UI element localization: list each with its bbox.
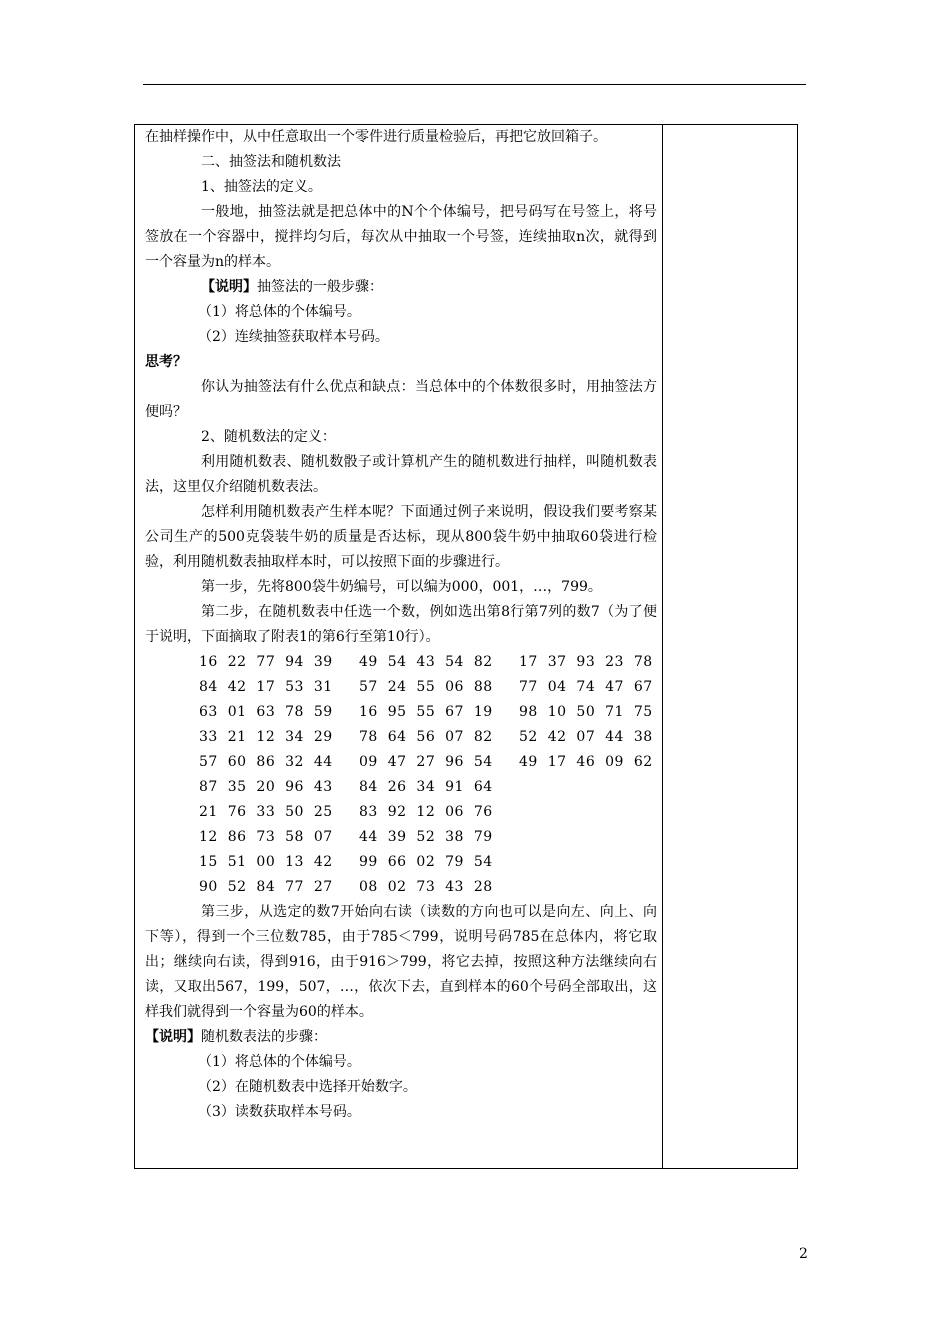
random-number-table: [145, 650, 657, 900]
random-row: [145, 750, 657, 775]
random-group: 44 39 52 38 79: [359, 829, 493, 845]
random-row: [145, 875, 657, 900]
note-random-steps: [145, 1025, 657, 1050]
random-group: 63 01 63 78 59: [199, 704, 333, 720]
random-group: 98 10 50 71 75: [519, 704, 653, 720]
random-group: 49 17 46 09 62: [519, 754, 653, 770]
main-content-cell: [145, 125, 657, 1125]
random-group: 57 24 55 06 88: [359, 679, 493, 695]
random-group: 49 54 43 54 82: [359, 654, 493, 670]
random-group: 78 64 56 07 82: [359, 729, 493, 745]
random-row: [145, 650, 657, 675]
random-group: 15 51 00 13 42: [199, 854, 333, 870]
think-heading: 思考？: [145, 354, 187, 370]
notes-column: [663, 125, 797, 1168]
paragraph-continuation: 在抽样操作中，从中任意取出一个零件进行质量检验后，再把它放回箱子。: [145, 129, 607, 145]
random-group: 83 92 12 06 76: [359, 804, 493, 820]
random-group: 08 02 73 43 28: [359, 879, 493, 895]
random-row: [145, 800, 657, 825]
paragraph-step2: 第二步，在随机数表中任选一个数，例如选出第8行第7列的数7（为了便于说明，下面摘取了附表1的第6行至第10行）。: [145, 604, 657, 645]
step-item: （1）将总体的个体编号。: [198, 304, 361, 320]
note-label: 【说明】: [145, 1029, 201, 1045]
random-group: 87 35 20 96 43: [199, 779, 333, 795]
random-group: 17 37 93 23 78: [519, 654, 653, 670]
subsection-heading-lottery: 1、抽签法的定义。: [201, 179, 322, 195]
random-group: 16 95 55 67 19: [359, 704, 493, 720]
random-group: 33 21 12 34 29: [199, 729, 333, 745]
note-text: 随机数表法的步骤：: [201, 1029, 327, 1045]
random-group: 21 76 33 50 25: [199, 804, 333, 820]
random-row: [145, 775, 657, 800]
note-lottery-steps: [145, 275, 657, 300]
step-item: （2）在随机数表中选择开始数字。: [198, 1079, 417, 1095]
page-number: 2: [799, 1246, 808, 1262]
random-group: 84 42 17 53 31: [199, 679, 333, 695]
paragraph-step1: 第一步，先将800袋牛奶编号，可以编为000，001，…，799。: [201, 579, 602, 595]
random-row: [145, 700, 657, 725]
step-item: （2）连续抽签获取样本号码。: [198, 329, 389, 345]
random-row: [145, 675, 657, 700]
random-group: 77 04 74 47 67: [519, 679, 653, 695]
note-label: 【说明】: [201, 279, 257, 295]
random-row: [145, 825, 657, 850]
paragraph-example: 怎样利用随机数表产生样本呢？下面通过例子来说明，假设我们要考察某公司生产的500克袋装牛奶的质量是否达标，现从800袋牛奶中抽取60袋进行检验，利用随机数表抽取样本时，可以按照下面的步骤进行。: [145, 504, 657, 570]
paragraph-question: 你认为抽签法有什么优点和缺点：当总体中的个体数很多时，用抽签法方便吗？: [145, 379, 657, 420]
paragraph-lottery-definition: 一般地，抽签法就是把总体中的N个个体编号，把号码写在号签上，将号签放在一个容器中，搅拌均匀后，每次从中抽取一个号签，连续抽取n次，就得到一个容量为n的样本。: [145, 204, 657, 270]
section-heading: 二、抽签法和随机数法: [201, 154, 341, 170]
random-group: 09 47 27 96 54: [359, 754, 493, 770]
random-group: 52 42 07 44 38: [519, 729, 653, 745]
random-group: 57 60 86 32 44: [199, 754, 333, 770]
lesson-table: [134, 124, 798, 1169]
paragraph-step3: 第三步，从选定的数7开始向右读（读数的方向也可以是向左、向上、向下等），得到一个三位数785，由于785＜799，说明号码785在总体内，将它取出；继续向右读，得到916，由于916＞799，将它去掉，按照这种方法继续向右读，又取出567，199，507，…，依次下去，直到样本的60个号码全部取出，这样我们就得到一个容量为60的样本。: [145, 904, 657, 1020]
step-item: （1）将总体的个体编号。: [198, 1054, 361, 1070]
note-text: 抽签法的一般步骤：: [257, 279, 383, 295]
step-item: （3）读数获取样本号码。: [198, 1104, 361, 1120]
random-group: 90 52 84 77 27: [199, 879, 333, 895]
random-row: [145, 725, 657, 750]
random-group: 16 22 77 94 39: [199, 654, 333, 670]
subsection-heading-random: 2、随机数法的定义：: [201, 429, 336, 445]
random-row: [145, 850, 657, 875]
random-group: 99 66 02 79 54: [359, 854, 493, 870]
header-rule: [143, 84, 806, 85]
random-group: 12 86 73 58 07: [199, 829, 333, 845]
random-group: 84 26 34 91 64: [359, 779, 493, 795]
paragraph-random-definition: 利用随机数表、随机数骰子或计算机产生的随机数进行抽样，叫随机数表法，这里仅介绍随机数表法。: [145, 454, 657, 495]
